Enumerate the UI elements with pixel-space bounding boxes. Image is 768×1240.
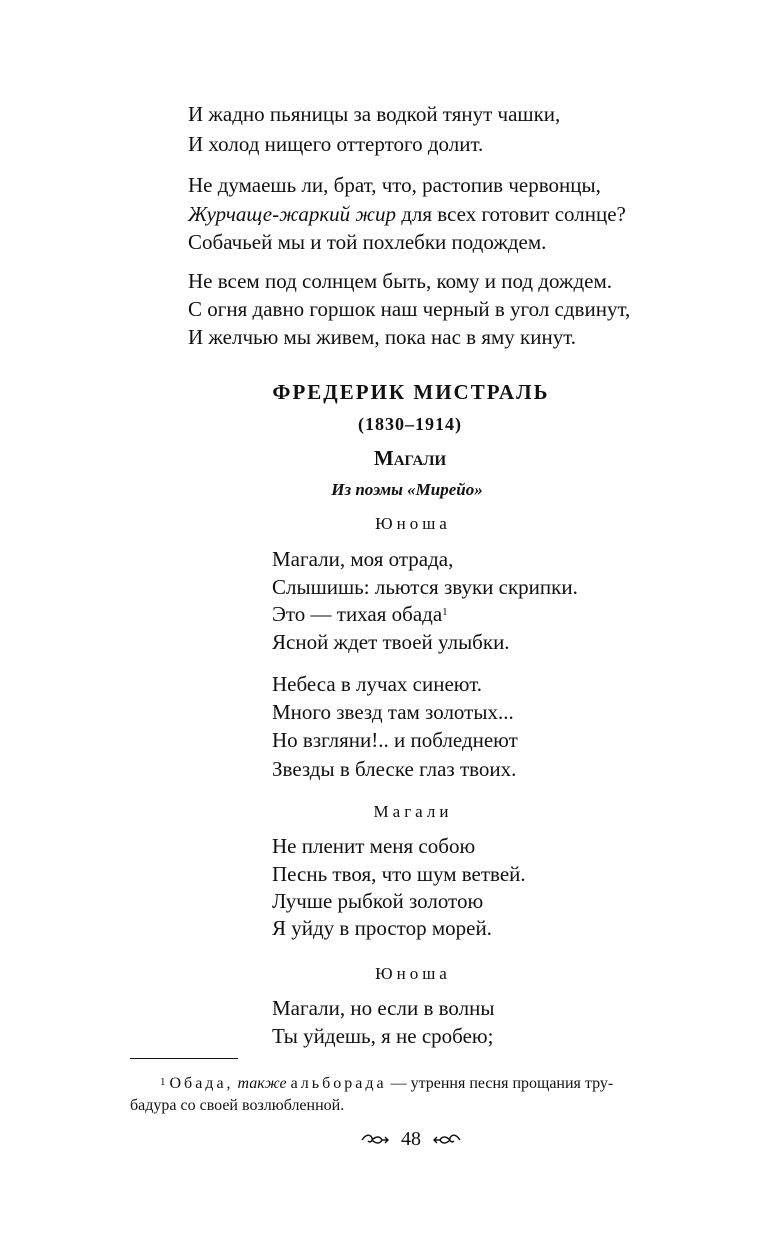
verse-line: И жадно пьяницы за водкой тянут чашки, — [188, 102, 561, 126]
verse-line: С огня давно горшок наш черный в угол сдвинут, — [188, 297, 631, 321]
verse-line: Магали, моя отрада, — [272, 547, 454, 571]
verse-line — [188, 201, 626, 227]
verse-line: Лучше рыбкой золотою — [272, 889, 484, 913]
footnote-ref[interactable]: 1 — [442, 606, 448, 618]
footnote-divider — [130, 1058, 238, 1059]
verse-line: Магали, но если в волны — [272, 996, 495, 1020]
italic-phrase: Журчаще-жаркий жир — [188, 202, 396, 226]
verse-line: Слышишь: льются звуки скрипки. — [272, 575, 578, 599]
speaker-label: Юноша — [375, 514, 451, 533]
verse-line: Не думаешь ли, брат, что, растопив червонцы, — [188, 173, 601, 197]
footnote-marker: 1 — [160, 1076, 166, 1088]
verse-line: Песнь твоя, что шум ветвей. — [272, 862, 526, 886]
verse-line: Ты уйдешь, я не сробею; — [272, 1024, 494, 1048]
verse-line: Собачьей мы и той похлебки подождем. — [188, 230, 547, 254]
footnote-line: бадура со своей возлюбленной. — [130, 1097, 345, 1114]
verse-line: Ясной ждет твоей улыбки. — [272, 630, 510, 654]
page-footer — [0, 1128, 768, 1151]
footnote-also: также — [237, 1075, 287, 1092]
verse-line: Много звезд там золотых... — [272, 700, 514, 724]
verse-line: Я уйду в простор морей. — [272, 916, 492, 940]
speaker-label: Юноша — [375, 964, 451, 983]
author-heading: ФРЕДЕРИК МИСТРАЛЬ — [272, 380, 550, 404]
footnote-line — [160, 1074, 720, 1094]
page-number: 48 — [401, 1128, 421, 1150]
fleuron-ornament-icon — [360, 1132, 390, 1148]
poem-source: Из поэмы «Мирейо» — [331, 480, 483, 499]
verse-line: И желчью мы живем, пока нас в яму кинут. — [188, 325, 577, 349]
poem-title: Магали — [373, 446, 447, 470]
verse-line: Не пленит меня собою — [272, 834, 476, 858]
footnote-term: альборада — [290, 1075, 387, 1092]
footnote-text: — утрення песня прощания тру- — [390, 1075, 614, 1092]
verse-line-text: Это — тихая обада — [272, 602, 443, 626]
verse-line-text: для всех готовит солнце? — [401, 202, 626, 226]
verse-line: Но взгляни!.. и побледнеют — [272, 728, 518, 752]
verse-line: Звезды в блеске глаз твоих. — [272, 757, 517, 781]
verse-line — [272, 601, 448, 627]
verse-line: Не всем под солнцем быть, кому и под дождем. — [188, 269, 612, 293]
speaker-label: Магали — [373, 802, 453, 821]
author-dates: (1830–1914) — [358, 414, 462, 434]
footnote-term: Обада, — [169, 1075, 234, 1092]
verse-line: И холод нищего оттертого долит. — [188, 132, 484, 156]
verse-line: Небеса в лучах синеют. — [272, 672, 483, 696]
fleuron-ornament-icon — [432, 1132, 462, 1148]
